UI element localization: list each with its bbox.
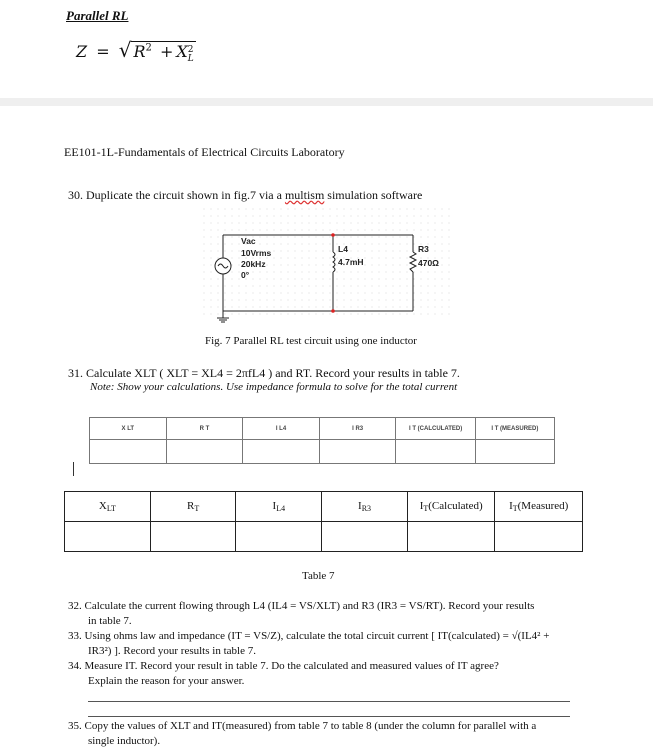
ghost-header: I T (CALCULATED): [396, 418, 475, 440]
table-caption: Table 7: [302, 570, 335, 582]
table-7: [64, 491, 583, 552]
question-30: 30. Duplicate the circuit shown in fig.7 via a multism simulation software: [68, 188, 423, 202]
question-32-cont: in table 7.: [88, 615, 132, 627]
text-cursor: [73, 462, 74, 476]
table-header: $I_T(Calculated)$: [407, 492, 495, 522]
table-header: $I_T(Measured)$: [495, 492, 583, 522]
source-name: Vac: [241, 236, 256, 246]
figure-caption: Fig. 7 Parallel RL test circuit using one inductor: [205, 335, 417, 347]
impedance-formula: Z = √ $R^2 + X2$ L: [76, 38, 194, 64]
ghost-cell: [243, 440, 320, 464]
formula-section: [0, 0, 653, 100]
misspelled-word: multism: [284, 188, 325, 202]
question-35: 35. Copy the values of XLT and IT(measured) from table 7 to table 8 (under the column for parallel with a: [68, 720, 537, 732]
source-phase: 0°: [241, 270, 250, 280]
page-separator: [0, 98, 653, 106]
ghost-cell: [475, 440, 554, 464]
ghost-cell: [319, 440, 396, 464]
source-frequency: 20kHz: [241, 259, 266, 269]
ghost-header: I R3: [319, 418, 396, 440]
ghost-header: X LT: [90, 418, 167, 440]
circuit-schematic: [203, 208, 453, 326]
ground-symbol: [217, 318, 229, 322]
question-33-cont: IR3²) ]. Record your results in table 7.: [88, 645, 256, 657]
question-34: 34. Measure IT. Record your result in table 7. Do the calculated and measured values of IT agree?: [68, 660, 499, 672]
table-cell[interactable]: [407, 522, 495, 552]
table-header: $X_{LT}$: [65, 492, 151, 522]
table-cell[interactable]: [236, 522, 322, 552]
ghost-header: I T (MEASURED): [475, 418, 554, 440]
table-header: $I_{R3}$: [322, 492, 408, 522]
answer-line[interactable]: [88, 716, 570, 717]
inductor-value: 4.7mH: [338, 257, 364, 267]
table-header: $I_{L4}$: [236, 492, 322, 522]
ghost-cell: [166, 440, 243, 464]
source-voltage: 10Vrms: [241, 248, 272, 258]
section-heading: Parallel RL: [66, 8, 129, 23]
lab-title: EE101-1L-Fundamentals of Electrical Circuits Laboratory: [64, 145, 345, 159]
table-cell[interactable]: [495, 522, 583, 552]
ac-source-symbol: [215, 258, 231, 274]
ghost-header: R T: [166, 418, 243, 440]
ghost-header: I L4: [243, 418, 320, 440]
question-32: 32. Calculate the current flowing through L4 (IL4 = VS/XLT) and R3 (IR3 = VS/RT). Record your results: [68, 600, 535, 612]
answer-line[interactable]: [88, 701, 570, 702]
table-cell[interactable]: [322, 522, 408, 552]
junction-node: [331, 233, 335, 237]
question-31-note: Note: Show your calculations. Use impedance formula to solve for the total current: [90, 381, 458, 393]
question-33: 33. Using ohms law and impedance (IT = VS/Z), calculate the total circuit current [ IT(calculated) = √(IL4² +: [68, 630, 550, 642]
question-31: 31. Calculate XLT ( XLT = XL4 = 2πfL4 ) and RT. Record your results in table 7.: [68, 366, 460, 380]
table-header: $R_T$: [150, 492, 236, 522]
table-cell[interactable]: [65, 522, 151, 552]
ghost-cell: [90, 440, 167, 464]
ghost-cell: [396, 440, 475, 464]
question-35-cont: single inductor).: [88, 735, 161, 747]
table-cell[interactable]: [150, 522, 236, 552]
inductor-name: L4: [338, 244, 348, 254]
resistor-name: R3: [418, 244, 429, 254]
pasted-table-image: [89, 417, 555, 464]
junction-node: [331, 309, 335, 313]
question-34-cont: Explain the reason for your answer.: [88, 675, 245, 687]
resistor-value: 470Ω: [418, 258, 439, 268]
